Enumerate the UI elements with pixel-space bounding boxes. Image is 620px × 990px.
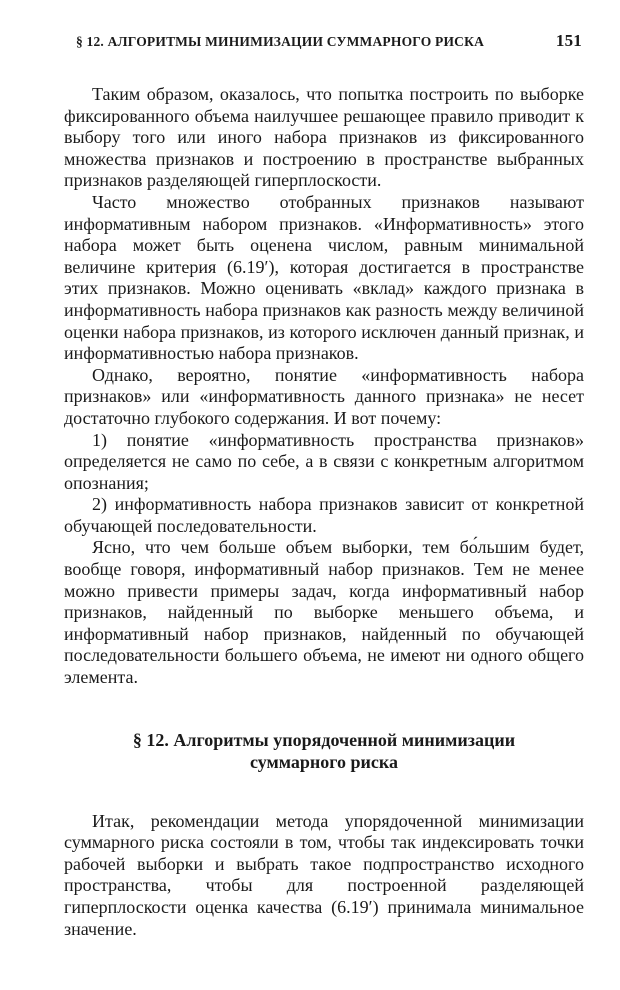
running-title: § 12. АЛГОРИТМЫ МИНИМИЗАЦИИ СУММАРНОГО РИСКА	[76, 34, 485, 49]
running-header	[64, 30, 584, 54]
paragraph: Таким образом, оказалось, что попытка построить по выборке фиксированного объема наилучшее решающее правило приводит к выбору того или иного набора признаков из фиксированного множества признаков и построению в пространстве выбранных признаков разделяющей гиперплоскости.	[64, 84, 584, 191]
book-page	[64, 30, 584, 940]
paragraph: Ясно, что чем больше объем выборки, тем бо́льшим будет, вообще говоря, информативный набор признаков. Тем не менее можно привести примеры задач, когда информативный набор признаков, найденный по выборке меньшего объема, и информативный набор признаков, найденный по обучающей последовательности большего объема, не имеют ни одного общего элемента.	[64, 537, 584, 688]
section-heading-line: § 12. Алгоритмы упорядоченной минимизации	[132, 729, 516, 750]
paragraph: Итак, рекомендации метода упорядоченной минимизации суммарного риска состояли в том, чтобы так индексировать точки рабочей выборки и выбрать такое подпространство исходного пространства, чтобы для построенной разделяющей гиперплоскости оценка качества (6.19′) принимала минимальное значение.	[64, 810, 584, 939]
main-text	[64, 84, 584, 689]
paragraph: Однако, вероятно, понятие «информативность набора признаков» или «информативность данного признака» не несет достаточно глубокого содержания. И вот почему:	[64, 364, 584, 428]
section-heading-line: суммарного риска	[250, 751, 398, 772]
list-item: 1) понятие «информативность пространства признаков» определяется не само по себе, а в связи с конкретным алгоритмом опознания;	[64, 429, 584, 493]
paragraph: Часто множество отобранных признаков называют информативным набором признаков. «Информативность» этого набора может быть оценена числом, равным минимальной величине критерия (6.19′), которая достигается в пространстве этих признаков. Можно оценивать «вклад» каждого признака в информативность набора признаков как разность между величиной оценки набора признаков, из которого исключен данный признак, и информативностью набора признаков.	[64, 191, 584, 364]
section-heading	[64, 729, 584, 773]
list-item: 2) информативность набора признаков зависит от конкретной обучающей последовательности.	[64, 494, 584, 536]
page-number: 151	[555, 31, 582, 50]
section-text	[64, 811, 584, 941]
